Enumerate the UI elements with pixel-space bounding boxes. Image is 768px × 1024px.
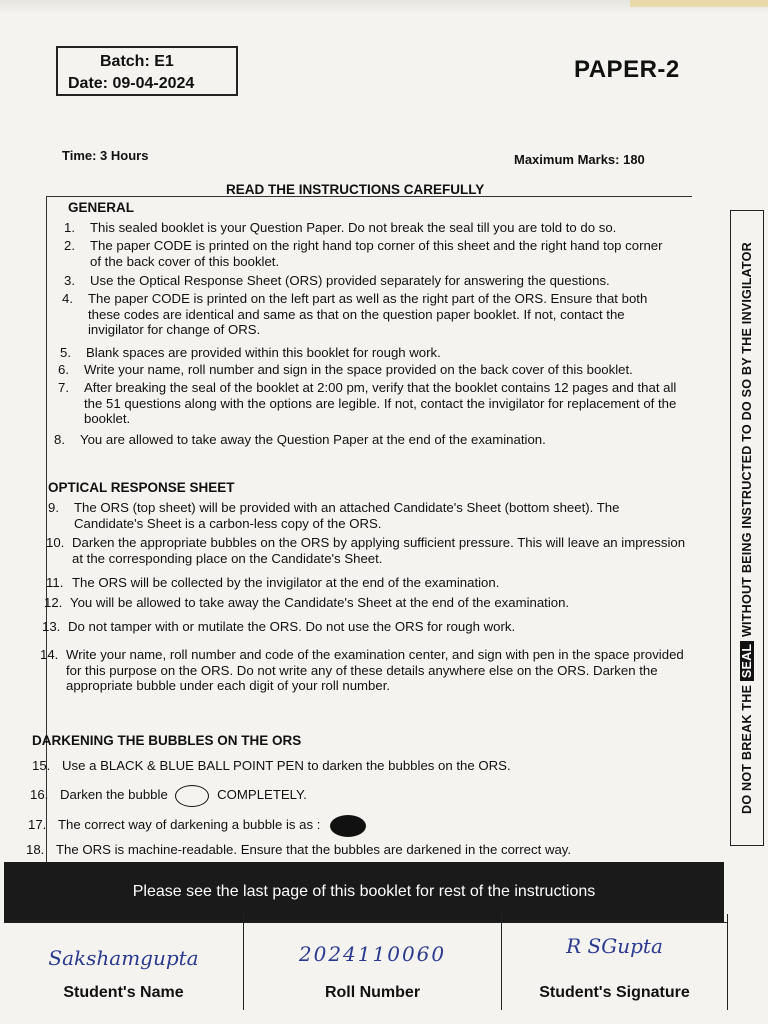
signature-cell [502, 914, 728, 1010]
item-text: The paper CODE is printed on the right hand top corner of this sheet and the right hand top corner of the back cover of this booklet. [90, 238, 663, 269]
item-text: Darken the appropriate bubbles on the ORS by applying sufficient pressure. This will leave an impression at the corresponding place on the Candidate's Sheet. [72, 535, 686, 566]
list-item [32, 758, 682, 774]
item-number: 17. [28, 817, 47, 832]
item-text: The ORS is machine-readable. Ensure that the bubbles are darkened in the correct way. [56, 842, 572, 857]
list-item [64, 273, 674, 289]
item-text: After breaking the seal of the booklet at 2:00 pm, verify that the booklet contains 12 pages and that all the 51 questions along with the options are legible. If not, contact the invigilator for replacement of the booklet. [84, 380, 677, 426]
item-text-before: Darken the bubble [60, 787, 168, 802]
batch-label: Batch: E1 [100, 53, 174, 70]
seal-badge: SEAL [740, 641, 754, 681]
general-title: GENERAL [68, 200, 135, 215]
list-item [64, 238, 674, 269]
tab-strip [630, 0, 768, 7]
instructions-title: READ THE INSTRUCTIONS CAREFULLY [226, 182, 485, 197]
student-name-cell [4, 914, 244, 1010]
item-text: This sealed booklet is your Question Paper. Do not break the seal till you are told to do so. [90, 220, 617, 235]
item-number: 3. [64, 273, 75, 288]
list-item [58, 380, 688, 427]
list-item [46, 575, 696, 591]
time-label: Time: 3 Hours [62, 148, 149, 163]
item-text: Blank spaces are provided within this booklet for rough work. [86, 345, 441, 360]
item-text: The paper CODE is printed on the left part as well as the right part of the ORS. Ensure that both these codes are identical and same as that on the question paper booklet. If not, contact the invigilator for change of ORS. [88, 291, 648, 337]
item-text: Write your name, roll number and sign in the space provided on the back cover of this booklet. [84, 362, 633, 377]
item-number: 15. [32, 758, 51, 773]
item-text: You will be allowed to take away the Candidate's Sheet at the end of the examination. [70, 595, 570, 610]
roll-number-label: Roll Number [324, 984, 421, 1001]
ors-title: OPTICAL RESPONSE SHEET [48, 480, 235, 495]
item-number: 14. [40, 647, 59, 662]
roll-number-cell [244, 914, 502, 1010]
list-item [62, 291, 678, 338]
item-text: Use the Optical Response Sheet (ORS) provided separately for answering the questions. [90, 273, 610, 288]
list-item [26, 842, 706, 858]
batch-box [56, 46, 238, 96]
list-item [28, 814, 678, 837]
student-name-label: Student's Name [63, 984, 184, 1001]
item-number: 4. [62, 291, 73, 306]
side-notice-after: WITHOUT BEING INSTRUCTED TO DO SO BY THE INVIGILATOR [740, 242, 754, 638]
item-number: 7. [58, 380, 69, 395]
list-item [48, 500, 688, 531]
item-number: 6. [58, 362, 69, 377]
item-number: 2. [64, 238, 75, 253]
list-item [40, 647, 700, 694]
item-text: You are allowed to take away the Question Paper at the end of the examination. [80, 432, 546, 447]
instructions-banner: Please see the last page of this booklet for rest of the instructions [4, 862, 724, 922]
list-item [64, 220, 674, 236]
paper-code: PAPER-2 [574, 56, 680, 83]
empty-bubble-icon [175, 785, 209, 807]
item-number: 12. [44, 595, 63, 610]
item-number: 18. [26, 842, 45, 857]
item-number: 10. [46, 535, 65, 550]
signature-label: Student's Signature [539, 984, 690, 1001]
list-item [46, 535, 696, 566]
filled-bubble-icon [330, 815, 366, 837]
max-marks-label: Maximum Marks: 180 [514, 152, 645, 167]
list-item [42, 619, 692, 635]
item-number: 1. [64, 220, 75, 235]
item-number: 9. [48, 500, 59, 515]
item-text: The correct way of darkening a bubble is as : [58, 817, 321, 832]
item-text-after: COMPLETELY. [217, 787, 307, 802]
item-text: Do not tamper with or mutilate the ORS. Do not use the ORS for rough work. [68, 619, 516, 634]
signature-handwriting: R SGupta [566, 934, 663, 958]
signature-row [4, 914, 728, 1014]
list-item [44, 595, 694, 611]
list-item [54, 432, 684, 448]
list-item [60, 345, 680, 361]
item-number: 16. [30, 787, 49, 802]
item-text: Use a BLACK & BLUE BALL POINT PEN to darken the bubbles on the ORS. [62, 758, 511, 773]
bubbles-title: DARKENING THE BUBBLES ON THE ORS [32, 733, 302, 748]
item-number: 11. [46, 575, 64, 590]
date-label: Date: 09-04-2024 [68, 75, 195, 92]
item-number: 13. [42, 619, 61, 634]
item-number: 5. [60, 345, 71, 360]
side-notice [740, 213, 754, 843]
item-text: The ORS (top sheet) will be provided with an attached Candidate's Sheet (bottom sheet). The Candidate's Sheet is a carbon-less copy of the ORS. [74, 500, 620, 531]
side-notice-before: DO NOT BREAK THE [740, 684, 754, 814]
item-number: 8. [54, 432, 65, 447]
item-text: The ORS will be collected by the invigilator at the end of the examination. [72, 575, 500, 590]
list-item [30, 784, 680, 807]
student-name-handwriting: Sakshamgupta [48, 946, 199, 970]
item-text: Write your name, roll number and code of the examination center, and sign with pen in the space provided for this purpose on the ORS. Do not write any of these details anywhere else on the ORS. Darken the appropriate bubble under each digit of your roll number. [66, 647, 684, 693]
list-item [58, 362, 688, 378]
roll-number-handwriting: 2024110060 [298, 942, 447, 966]
